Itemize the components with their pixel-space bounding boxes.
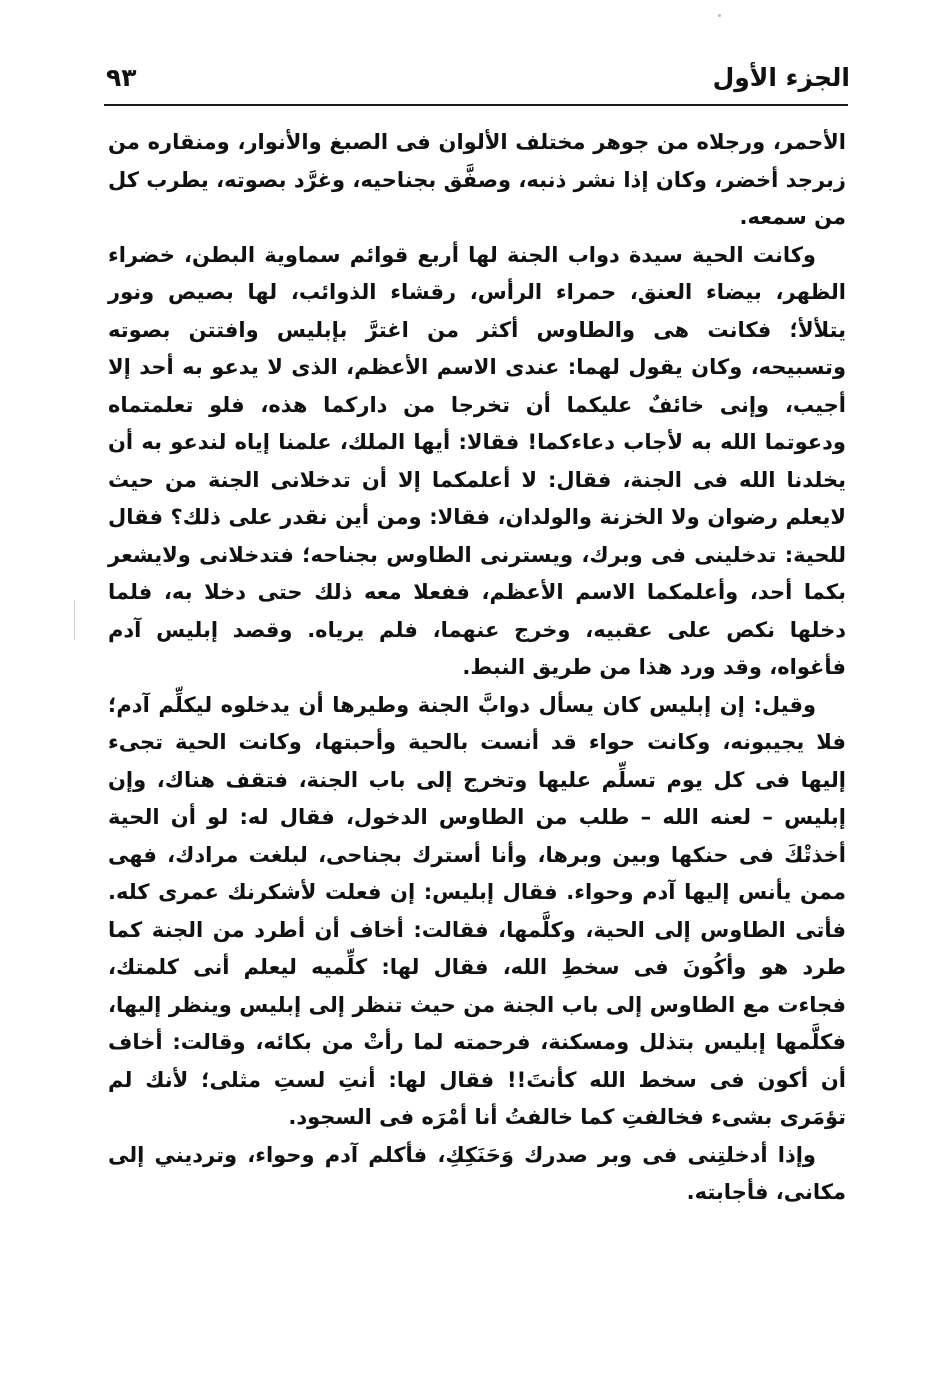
running-title: الجزء الأول — [712, 63, 850, 92]
scan-speck — [718, 14, 721, 17]
paragraph-2: وكانت الحية سيدة دواب الجنة لها أربع قوائم سماوية البطن، خضراء الظهر، بيضاء العنق، حمراء الرأس، رقشاء الذوائب، لها بصيص ونور يتلألأ؛ فكانت هى والطاوس أكثر من اغترَّ بإبليس وافتتن بصوته وتسبيحه، وكان يقول لهما: عندى الاسم الأعظم، الذى لا يدعو به أحد إلا أجيب، وإنى خائفٌ عليكما أن تخرجا من داركما هذه، فلو تعلمتماه ودعوتما الله به لأجاب دعاءكما! فقالا: أيها الملك، علمنا إياه لندعو به أن يخلدنا الله فى الجنة، فقال: لا أعلمكما إلا أن تدخلانى الجنة من حيث لايعلم رضوان ولا الخزنة والولدان، فقالا: ومن أين نقدر على ذلك؟ فقال للحية: تدخلينى فى وبرك، ويسترنى الطاوس بجناحه؛ فتدخلانى ولايشعر بكما أحد، وأعلمكما الاسم الأعظم، ففعلا معه ذلك حتى دخلا به، فلما دخلها نكص على عقبيه، وخرج عنهما، فلم يرياه. وقصد إبليس آدم فأغواه، وقد ورد هذا من طريق النبط. — [108, 242, 846, 679]
page-header — [100, 48, 850, 100]
page-number: ٩٣ — [106, 63, 137, 92]
paragraph-3: وقيل: إن إبليس كان يسأل دوابَّ الجنة وطيرها أن يدخلوه ليكلِّم آدم؛ فلا يجيبونه، وكانت حواء قد أنست بالحية وأحبتها، وكانت الحية تجىء إليها فى كل يوم تسلِّم عليها وتخرج إلى باب الجنة، فتقف هناك، وإن إبليس – لعنه الله – طلب من الطاوس الدخول، فقال له: لو أن الحية أخذتْكَ فى حنكها وبين وبرها، وأنا أسترك بجناحى، لبلغت مرادك، فهى ممن يأنس إليها آدم وحواء. فقال إبليس: إن فعلت لأشكرنك عمرى كله. فأتى الطاوس إلى الحية، وكلَّمها، فقالت: أخاف أن أطرد من الجنة كما طرد هو وأكُونَ فى سخطِ الله، فقال لها: كلِّميه ليعلم أنى كلمتك، فجاءت مع الطاوس إلى باب الجنة من حيث تنظر إلى إبليس وينظر إليها، فكلَّمها إبليس بتذلل ومسكنة، فرحمته لما رأتْ من بكائه، وقالت: أخاف أن أكون فى سخط الله كأنتَ!! فقال لها: أنتِ لستِ مثلى؛ لأنك لم تؤمَرى بشىء فخالفتِ كما خالفتُ أنا أمْرَه فى السجود. — [108, 692, 846, 1129]
paragraph-1: الأحمر، ورجلاه من جوهر مختلف الألوان فى الصبغ والأنوار، ومنقاره من زبرجد أخضر، وكان إذا نشر ذنبه، وصفَّق بجناحيه، وغرَّد بصوته، يطرب كل من سمعه. — [108, 130, 846, 229]
body-text — [108, 124, 846, 1212]
gutter-shadow — [74, 600, 75, 640]
header-rule — [104, 104, 848, 106]
paragraph-4: وإذا أدخلتِنى فى وبر صدرك وَحَنَكِكِ، فأكلم آدم وحواء، وترديني إلى مكانى، فأجابته. — [108, 1142, 846, 1204]
